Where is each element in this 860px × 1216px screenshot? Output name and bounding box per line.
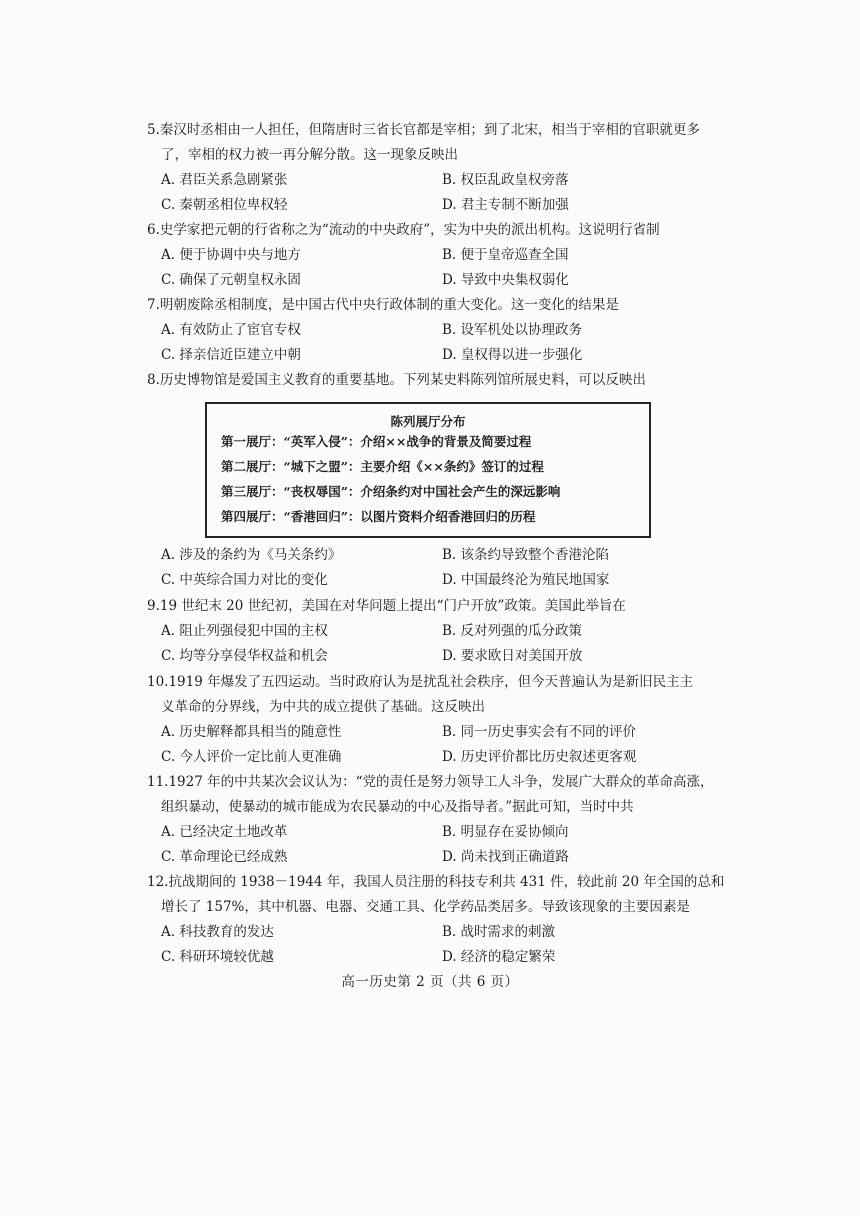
option-d: D. 经济的稳定繁荣 [442, 949, 556, 965]
question-text: 组织暴动，使暴动的城市能成为农民暴动的中心及指导者。”据此可知，当时中共 [161, 799, 634, 815]
question-11 [147, 770, 714, 870]
option-d: D. 历史评价都比历史叙述更客观 [442, 749, 637, 765]
option-c: C. 今人评价一定比前人更准确 [161, 749, 342, 765]
question-5 [147, 118, 707, 218]
option-a: A. 便于协调中央与地方 [161, 247, 301, 263]
question-9 [147, 594, 707, 669]
option-b: B. 设军机处以协理政务 [442, 322, 583, 338]
option-a: A. 已经决定土地改革 [161, 824, 288, 840]
question-text: 7.明朝废除丞相制度，是中国古代中央行政体制的重大变化。这一变化的结果是 [147, 297, 619, 313]
question-text: 义革命的分界线，为中共的成立提供了基础。这反映出 [161, 699, 485, 715]
option-c: C. 科研环境较优越 [161, 949, 274, 965]
option-d: D. 导致中央集权弱化 [442, 272, 569, 288]
question-7 [147, 293, 707, 368]
option-row [147, 619, 707, 644]
question-text: 12.抗战期间的 1938－1944 年，我国人员注册的科技专利共 431 件，较此前 20 年全国的总和 [147, 874, 725, 890]
option-c: C. 确保了元朝皇权永固 [161, 272, 301, 288]
option-a: A. 有效防止了宦官专权 [161, 322, 301, 338]
question-12 [147, 870, 725, 970]
hall-row-2: 第二展厅：“城下之盟”：主要介绍《××条约》签订的过程 [221, 459, 544, 474]
question-text: 8.历史博物馆是爱国主义教育的重要基地。下列某史料陈列馆所展史料，可以反映出 [147, 372, 646, 388]
option-a: A. 科技教育的发达 [161, 924, 274, 940]
option-row [147, 318, 707, 343]
option-b: B. 同一历史事实会有不同的评价 [442, 724, 637, 740]
question-text: 增长了 157%，其中机器、电器、交通工具、化学药品类居多。导致该现象的主要因素是 [161, 899, 690, 915]
question-10 [147, 670, 707, 770]
option-row [147, 168, 707, 193]
table-title: 陈列展厅分布 [390, 414, 466, 429]
option-d: D. 君主专制不断加强 [442, 197, 569, 213]
option-row [147, 720, 707, 745]
option-d: D. 尚未找到正确道路 [442, 849, 569, 865]
option-row [147, 920, 707, 945]
option-d: D. 中国最终沦为殖民地国家 [442, 572, 610, 588]
option-b: B. 反对列强的瓜分政策 [442, 623, 583, 639]
option-c: C. 择亲信近臣建立中朝 [161, 347, 301, 363]
question-text: 10.1919 年爆发了五四运动。当时政府认为是扰乱社会秩序，但今天普遍认为是新旧民主主 [147, 674, 694, 690]
option-c: C. 秦朝丞相位卑权轻 [161, 197, 288, 213]
question-text: 6.史学家把元朝的行省称之为“流动的中央政府”，实为中央的派出机构。这说明行省制 [147, 222, 660, 238]
option-row [147, 820, 707, 845]
page-footer: 高一历史第 2 页（共 6 页） [341, 974, 519, 990]
hall-row-4: 第四展厅：“香港回归”：以图片资料介绍香港回归的历程 [221, 509, 536, 524]
option-a: A. 君臣关系急剧紧张 [161, 172, 288, 188]
option-row [147, 568, 707, 593]
option-b: B. 战时需求的刺激 [442, 924, 556, 940]
option-c: C. 革命理论已经成熟 [161, 849, 288, 865]
question-6 [147, 218, 707, 293]
option-b: B. 权臣乱政皇权旁落 [442, 172, 569, 188]
option-c: C. 均等分享侵华权益和机会 [161, 648, 328, 664]
option-row [147, 845, 707, 870]
option-row [147, 745, 707, 770]
option-b: B. 该条约导致整个香港沦陷 [442, 547, 610, 563]
option-d: D. 皇权得以进一步强化 [442, 347, 583, 363]
question-text: 9.19 世纪末 20 世纪初，美国在对华问题上提出“门户开放”政策。美国此举旨在 [147, 598, 626, 614]
option-b: B. 明显存在妥协倾向 [442, 824, 569, 840]
option-b: B. 便于皇帝巡查全国 [442, 247, 569, 263]
hall-row-3: 第三展厅：“丧权辱国”：介绍条约对中国社会产生的深远影响 [221, 484, 561, 499]
hall-row-1: 第一展厅：“英军入侵”：介绍××战争的背景及简要过程 [221, 434, 532, 449]
option-row [147, 644, 707, 669]
question-8 [147, 368, 707, 393]
option-a: A. 涉及的条约为《马关条约》 [161, 547, 342, 563]
option-a: A. 阻止列强侵犯中国的主权 [161, 623, 328, 639]
option-row [147, 268, 707, 293]
option-a: A. 历史解释都具相当的随意性 [161, 724, 342, 740]
question-8-options [147, 543, 707, 593]
option-row [147, 543, 707, 568]
question-text: 5.秦汉时丞相由一人担任，但隋唐时三省长官都是宰相；到了北宋，相当于宰相的官职就更多 [147, 122, 700, 138]
exhibition-hall-table [205, 402, 651, 538]
option-row [147, 945, 707, 970]
option-d: D. 要求欧日对美国开放 [442, 648, 583, 664]
question-text: 11.1927 年的中共某次会议认为：“党的责任是努力领导工人斗争，发展广大群众的革命高涨， [147, 774, 714, 790]
option-c: C. 中英综合国力对比的变化 [161, 572, 328, 588]
option-row [147, 243, 707, 268]
option-row [147, 343, 707, 368]
option-row [147, 193, 707, 218]
question-text: 了，宰相的权力被一再分解分散。这一现象反映出 [161, 147, 458, 163]
